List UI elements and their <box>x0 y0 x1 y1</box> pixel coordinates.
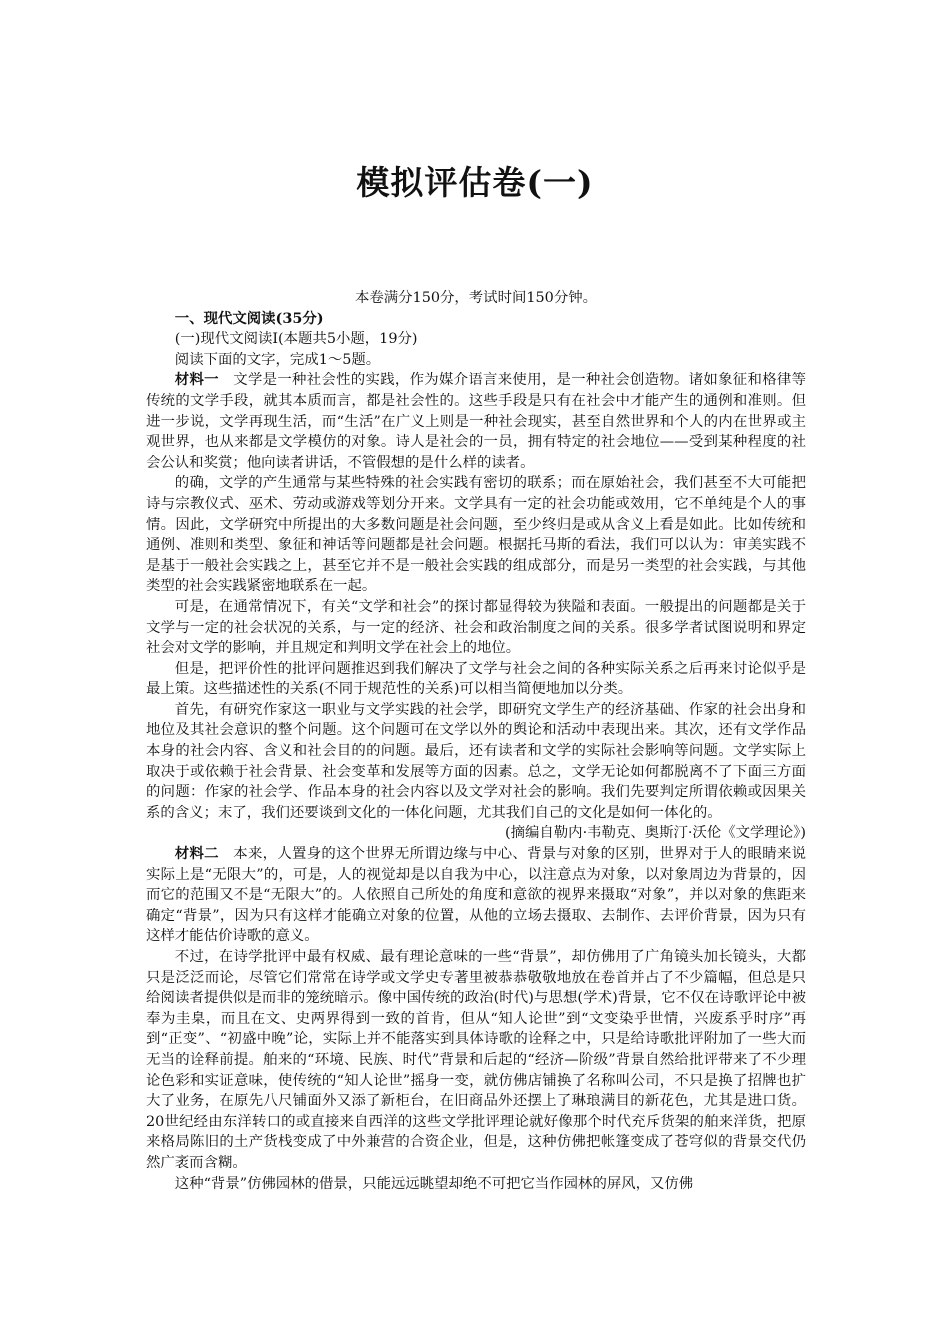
material2-paragraph-text: 本来，人置身的这个世界无所谓边缘与中心、背景与对象的区别，世界对于人的眼睛来说实际上是“无限大”的，可是，人的视觉却是以自我为中心，以注意点为对象，以对象周边为背景的，因而它的范围又不是“无限大”的。人依照自己所处的角度和意欲的视界来摄取“对象”，并以对象的焦距来确定“背景”，因为只有这样才能确立对象的位置，从他的立场去摄取、去制作、去评价背景，因为只有这样才能估价诗歌的意义。 <box>146 846 806 945</box>
material1-source: (摘编自勒内·韦勒克、奥斯汀·沃伦《文学理论》) <box>505 825 806 842</box>
material1-paragraph: 可是，在通常情况下，有关“文学和社会”的探讨都显得较为狭隘和表面。一般提出的问题都是关于文学与一定的社会状况的关系，与一定的经济、社会和政治制度之间的关系。很多学者试图说明和界定社会对文学的影响，并且规定和判明文学在社会上的地位。 <box>146 598 806 657</box>
instruction: 阅读下面的文字，完成1～5题。 <box>174 351 381 368</box>
material1-paragraph <box>146 370 806 473</box>
document-body <box>146 288 806 1194</box>
material1-paragraph-text: 文学是一种社会性的实践，作为媒介语言来使用，是一种社会创造物。诸如象征和格律等传统的文学手段，就其本质而言，都是社会性的。这些手段是只有在社会中才能产生的通例和准则。但进一步说，文学再现生活，而“生活”在广义上则是一种社会现实，甚至自然世界和个人的内在世界或主观世界，也从来都是文学模仿的对象。诗人是社会的一员，拥有特定的社会地位——受到某种程度的社会公认和奖赏；他向读者讲话，不管假想的是什么样的读者。 <box>146 372 806 471</box>
subsection-heading: (一)现代文阅读Ⅰ(本题共5小题，19分) <box>174 331 418 348</box>
page-title: 模拟评估卷(一) <box>356 163 594 202</box>
material1-paragraph: 的确，文学的产生通常与某些特殊的社会实践有密切的联系；而在原始社会，我们甚至不大可能把诗与宗教仪式、巫术、劳动或游戏等划分开来。文学具有一定的社会功能或效用，它不单纯是个人的事情。因此，文学研究中所提出的大多数问题是社会问题，至少终归是或从含义上看是如此。比如传统和通例、准则和类型、象征和神话等问题都是社会问题。根据托马斯的看法，我们可以认为：审美实践不是基于一般社会实践之上，甚至它并不是一般社会实践的组成部分，而是另一类型的社会实践，与其他类型的社会实践紧密地联系在一起。 <box>146 475 806 595</box>
material1-paragraph: 首先，有研究作家这一职业与文学实践的社会学，即研究文学生产的经济基础、作家的社会出身和地位及其社会意识的整个问题。这个问题可在文学以外的舆论和活动中表现出来。其次，还有文学作品本身的社会内容、含义和社会目的的问题。最后，还有读者和文学的实际社会影响等问题。文学实际上取决于或依赖于社会背景、社会变革和发展等方面的因素。总之，文学无论如何都脱离不了下面三方面的问题：作家的社会学、作品本身的社会内容以及文学对社会的影响。我们先要判定所谓依赖或因果关系的含义；末了，我们还要谈到文化的一体化问题，尤其我们自己的文化是如何一体化的。 <box>146 701 806 821</box>
material2-paragraph: 不过，在诗学批评中最有权威、最有理论意味的一些“背景”，却仿佛用了广角镜头加长镜头，大都只是泛泛而论，尽管它们常常在诗学或文学史专著里被恭恭敬敬地放在卷首并占了不少篇幅，但总是只给阅读者提供似是而非的笼统暗示。像中国传统的政治(时代)与思想(学术)背景，它不仅在诗歌评论中被奉为圭臬，而且在文、史两界得到一致的首肯，但从“知人论世”到“文变染乎世情，兴废系乎时序”再到“正变”、“初盛中晚”论，实际上并不能落实到具体诗歌的诠释之中，只是给诗歌批评附加了一些大而无当的诠释前提。舶来的“环境、民族、时代”背景和后起的“经济—阶级”背景自然给批评带来了不少理论色彩和实证意味，使传统的“知人论世”摇身一变，就仿佛店铺换了名称叫公司，不只是换了招牌也扩大了业务，在原先八尺铺面外又添了新柜台，在旧商品外还摆上了琳琅满目的新花色，尤其是进口货。20世纪经由东洋转口的或直接来自西洋的这些文学批评理论就好像那个时代充斥货架的舶来洋货，把原来格局陈旧的土产货栈变成了中外兼营的合资企业，但是，这种仿佛把帐篷变成了苍穹似的背景交代仍然广袤而含糊。 <box>146 949 806 1171</box>
material2-label: 材料二 <box>174 845 219 863</box>
material2-paragraph <box>146 844 806 947</box>
material1-paragraph: 但是，把评价性的批评问题推迟到我们解决了文学与社会之间的各种实际关系之后再来讨论似乎是最上策。这些描述性的关系(不同于规范性的关系)可以相当简便地加以分类。 <box>146 660 806 698</box>
section-heading: 一、现代文阅读(35分) <box>174 309 324 327</box>
material2-paragraph: 这种“背景”仿佛园林的借景，只能远远眺望却绝不可把它当作园林的屏风，又仿佛 <box>174 1175 694 1192</box>
material1-label: 材料一 <box>174 371 219 389</box>
exam-info: 本卷满分150分，考试时间150分钟。 <box>354 290 597 306</box>
